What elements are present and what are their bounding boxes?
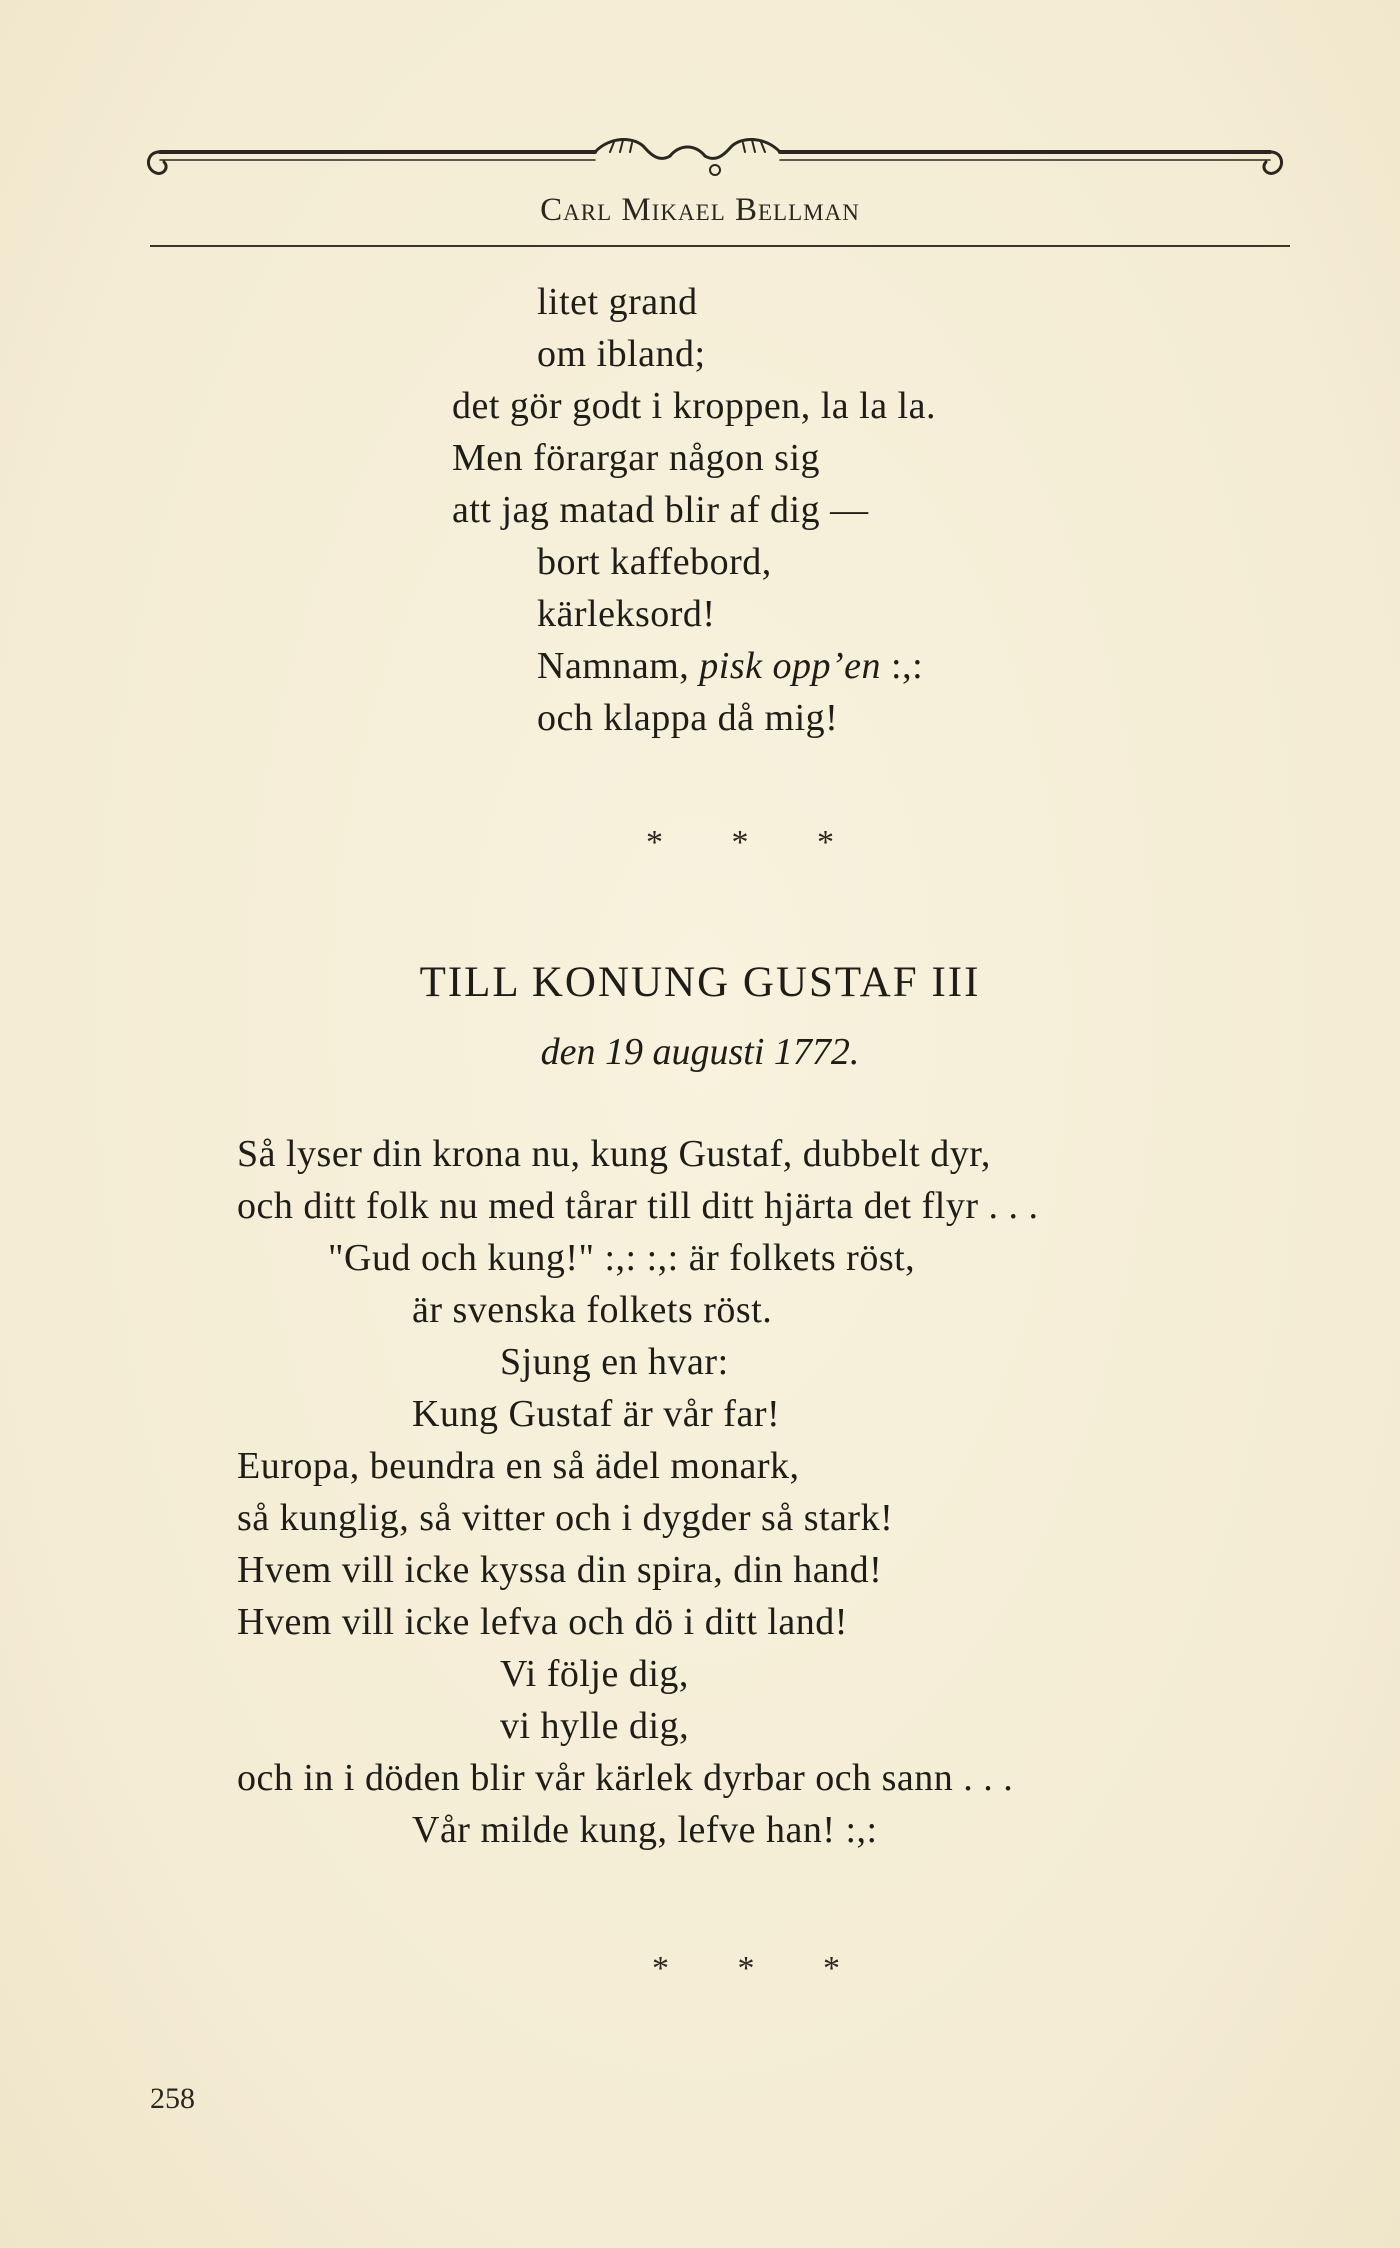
poem-title: TILL KONUNG GUSTAF III: [419, 959, 981, 1006]
poem-line: Kung Gustaf är vår far!: [412, 1393, 781, 1435]
poem-line: Hvem vill icke lefva och dö i ditt land!: [237, 1601, 848, 1643]
verse-italic-text: pisk opp’en: [699, 645, 882, 687]
verse-line: att jag matad blir af dig —: [452, 489, 869, 531]
poem-line: Vår milde kung, lefve han! :,:: [412, 1809, 878, 1851]
verse-line: om ibland;: [537, 333, 706, 375]
poem-line: så kunglig, så vitter och i dygder så stark!: [237, 1497, 894, 1539]
page-number: 258: [150, 2082, 195, 2115]
poem-line: Sjung en hvar:: [500, 1341, 729, 1383]
verse-line: kärleksord!: [537, 593, 716, 635]
running-head: Carl Mikael Bellman: [540, 192, 860, 228]
verse-line: bort kaffebord,: [537, 541, 772, 583]
verse-line: litet grand: [537, 281, 698, 323]
header-ornament: [140, 122, 1290, 192]
verse-line: det gör godt i kroppen, la la la.: [452, 385, 936, 427]
poem-line: är svenska folkets röst.: [412, 1289, 773, 1331]
section-separator: * * *: [646, 824, 864, 861]
poem-subtitle: den 19 augusti 1772.: [540, 1031, 860, 1073]
header-rule: [150, 245, 1290, 247]
poem-line: Så lyser din krona nu, kung Gustaf, dubbelt dyr,: [237, 1133, 991, 1175]
verse-line-namnam: [537, 644, 923, 688]
poem-line: Hvem vill icke kyssa din spira, din hand!: [237, 1549, 883, 1591]
verse-line: Men förargar någon sig: [452, 437, 821, 479]
poem-line: Vi följe dig,: [500, 1653, 689, 1695]
poem-line: vi hylle dig,: [500, 1705, 690, 1747]
verse-text: Namnam,: [537, 645, 700, 687]
verse-repeat-mark: :,:: [881, 645, 924, 687]
poem-line: "Gud och kung!" :,: :,: är folkets röst,: [328, 1237, 916, 1279]
poem-line: Europa, beundra en så ädel monark,: [237, 1445, 800, 1487]
poem-line: och in i döden blir vår kärlek dyrbar och sann . . .: [237, 1757, 1014, 1799]
section-separator: * * *: [652, 1950, 870, 1987]
poem-line: och ditt folk nu med tårar till ditt hjärta det flyr . . .: [237, 1185, 1039, 1227]
verse-line: och klappa då mig!: [537, 697, 839, 739]
